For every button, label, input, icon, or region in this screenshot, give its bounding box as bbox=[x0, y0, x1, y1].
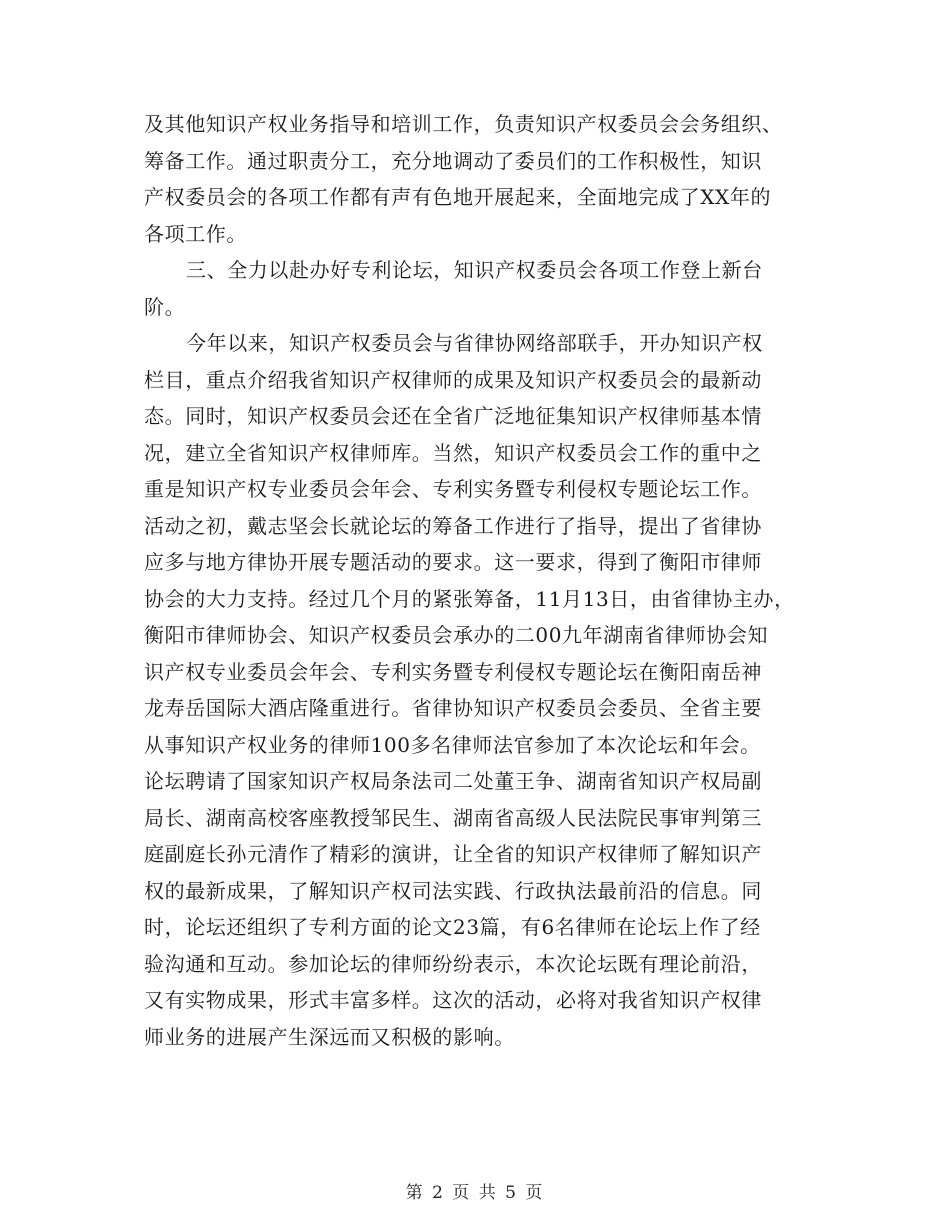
text-line: 活动之初，戴志坚会长就论坛的筹备工作进行了指导，提出了省律协 bbox=[144, 513, 762, 538]
text-line: 时，论坛还组织了专利方面的论文23篇，有6名律师在论坛上作了经 bbox=[144, 915, 761, 939]
text-line: 各项工作。 bbox=[144, 221, 247, 246]
document-body bbox=[144, 106, 814, 1055]
text-line: 筹备工作。通过职责分工，充分地调动了委员们的工作积极性，知识 bbox=[144, 148, 762, 173]
text-line: 协会的大力支持。经过几个月的紧张筹备，11月13日，由省律协主办， bbox=[144, 586, 795, 611]
text-line: 今年以来，知识产权委员会与省律协网络部联手，开办知识产权 bbox=[186, 331, 763, 355]
text-line: 论坛聘请了国家知识产权局条法司二处董王争、湖南省知识产权局副 bbox=[144, 769, 762, 793]
text-line: 态。同时，知识产权委员会还在全省广泛地征集知识产权律师基本情 bbox=[144, 404, 762, 428]
text-line: 况，建立全省知识产权律师库。当然，知识产权委员会工作的重中之 bbox=[144, 440, 762, 465]
text-line: 庭副庭长孙元清作了精彩的演讲，让全省的知识产权律师了解知识产 bbox=[144, 842, 762, 866]
text-line: 师业务的进展产生深远而又积极的影响。 bbox=[144, 1024, 515, 1049]
text-line: 又有实物成果，形式丰富多样。这次的活动，必将对我省知识产权律 bbox=[144, 988, 762, 1012]
text-line: 识产权专业委员会年会、专利实务暨专利侵权专题论坛在衡阳南岳神 bbox=[144, 659, 762, 684]
text-line: 局长、湖南高校客座教授邹民生、湖南省高级人民法院民事审判第三 bbox=[144, 805, 762, 830]
text-line: 重是知识产权专业委员会年会、专利实务暨专利侵权专题论坛工作。 bbox=[144, 477, 762, 501]
text-line: 权的最新成果，了解知识产权司法实践、行政执法最前沿的信息。同 bbox=[144, 878, 762, 903]
text-line: 阶。 bbox=[144, 294, 186, 319]
text-line: 应多与地方律协开展专题活动的要求。这一要求，得到了衡阳市律师 bbox=[144, 550, 762, 574]
text-line: 龙寿岳国际大酒店隆重进行。省律协知识产权委员会委员、全省主要 bbox=[144, 696, 762, 720]
text-line: 三、全力以赴办好专利论坛，知识产权委员会各项工作登上新台 bbox=[186, 258, 763, 282]
text-line: 衡阳市律师协会、知识产权委员会承办的二00九年湖南省律师协会知 bbox=[144, 623, 769, 647]
page-number-footer: 第 2 页 共 5 页 bbox=[405, 1183, 545, 1203]
text-line: 栏目，重点介绍我省知识产权律师的成果及知识产权委员会的最新动 bbox=[144, 367, 762, 392]
text-line: 从事知识产权业务的律师100多名律师法官参加了本次论坛和年会。 bbox=[144, 732, 761, 757]
text-line: 验沟通和互动。参加论坛的律师纷纷表示，本次论坛既有理论前沿， bbox=[144, 951, 762, 976]
text-line: 产权委员会的各项工作都有声有色地开展起来，全面地完成了XX年的 bbox=[144, 185, 772, 209]
text-line: 及其他知识产权业务指导和培训工作，负责知识产权委员会会务组织、 bbox=[144, 112, 783, 136]
